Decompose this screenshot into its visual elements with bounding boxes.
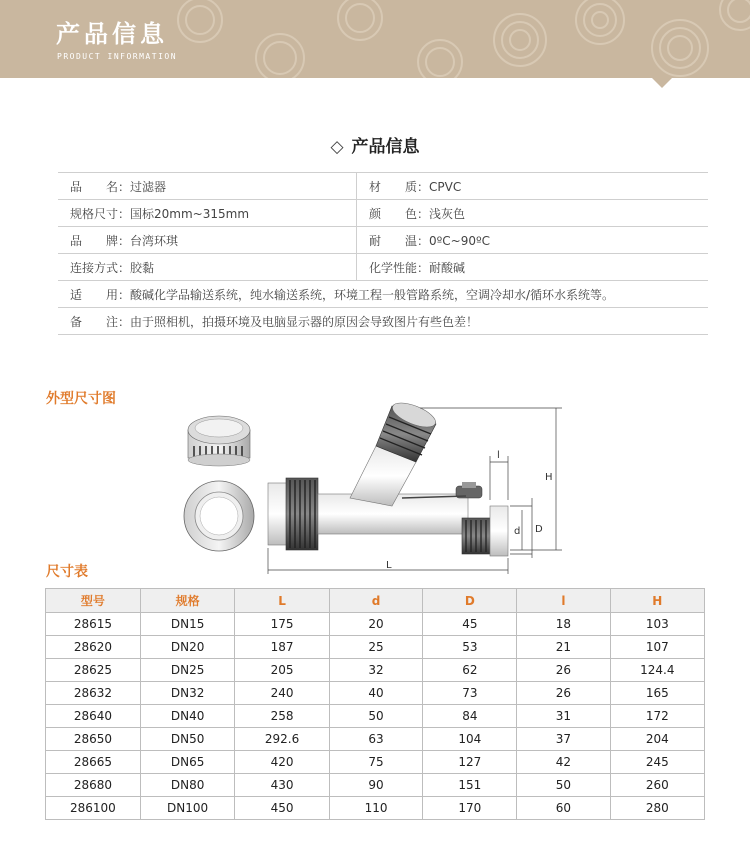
info-value: 胶黏 (130, 260, 155, 275)
info-label: 规格尺寸： (70, 206, 131, 221)
end-view (184, 481, 254, 551)
size-table-title: 尺寸表 (46, 564, 88, 580)
info-label: 材 质： (369, 179, 430, 194)
info-cell (58, 281, 708, 308)
label-d: d (514, 526, 521, 537)
col-header-model: 型号 (46, 589, 141, 613)
cell-model: 28650 (46, 728, 141, 751)
cell-spec: DN80 (140, 774, 235, 797)
cell-model: 28680 (46, 774, 141, 797)
col-header-D: D (423, 589, 517, 613)
col-header-l: l (517, 589, 610, 613)
cell-spec: DN32 (140, 682, 235, 705)
info-cell (357, 173, 709, 200)
cell-D: 53 (423, 636, 517, 659)
cell-D: 127 (423, 751, 517, 774)
info-label: 适 用： (70, 287, 131, 302)
col-header-H: H (610, 589, 704, 613)
info-row (58, 227, 708, 254)
cell-L: 450 (235, 797, 329, 820)
col-header-d: d (329, 589, 423, 613)
cell-l: 26 (517, 682, 610, 705)
info-cell (357, 200, 709, 227)
info-value: 台湾环琪 (130, 233, 179, 248)
label-l: l (497, 450, 500, 461)
size-table (45, 588, 705, 820)
label-D: D (535, 524, 543, 535)
table-row (46, 797, 705, 820)
cell-D: 73 (423, 682, 517, 705)
cell-L: 292.6 (235, 728, 329, 751)
info-cell (58, 254, 357, 281)
cell-D: 170 (423, 797, 517, 820)
cell-L: 420 (235, 751, 329, 774)
info-label: 品 名： (70, 179, 131, 194)
cell-H: 245 (610, 751, 704, 774)
cell-spec: DN40 (140, 705, 235, 728)
info-label: 备 注： (70, 314, 131, 329)
cell-l: 60 (517, 797, 610, 820)
info-value: 0ºC~90ºC (429, 233, 491, 248)
cell-spec: DN20 (140, 636, 235, 659)
info-row (58, 200, 708, 227)
col-header-spec: 规格 (140, 589, 235, 613)
cell-spec: DN100 (140, 797, 235, 820)
cell-l: 37 (517, 728, 610, 751)
cell-spec: DN65 (140, 751, 235, 774)
info-row (58, 254, 708, 281)
cell-model: 28640 (46, 705, 141, 728)
cell-D: 151 (423, 774, 517, 797)
cell-D: 45 (423, 613, 517, 636)
info-cell (58, 227, 357, 254)
info-cell (58, 200, 357, 227)
cell-model: 286100 (46, 797, 141, 820)
cell-H: 103 (610, 613, 704, 636)
cell-l: 18 (517, 613, 610, 636)
banner-notch (652, 78, 672, 88)
filter-dimension-drawing (170, 398, 570, 583)
cell-model: 28625 (46, 659, 141, 682)
cell-L: 258 (235, 705, 329, 728)
cell-model: 28632 (46, 682, 141, 705)
info-label: 化学性能： (369, 260, 430, 275)
cell-d: 110 (329, 797, 423, 820)
info-cell (58, 308, 708, 335)
table-row (46, 728, 705, 751)
col-header-L: L (235, 589, 329, 613)
cell-spec: DN15 (140, 613, 235, 636)
cell-l: 21 (517, 636, 610, 659)
size-table-header (46, 589, 705, 613)
info-cell (357, 254, 709, 281)
cell-H: 172 (610, 705, 704, 728)
info-value: 国标20mm~315mm (130, 206, 250, 221)
info-label: 颜 色： (369, 206, 430, 221)
cell-D: 62 (423, 659, 517, 682)
cell-D: 84 (423, 705, 517, 728)
header-banner (0, 0, 750, 78)
cell-model: 28620 (46, 636, 141, 659)
label-L: L (386, 560, 392, 571)
banner-subtitle: PRODUCT INFORMATION (57, 52, 178, 61)
side-view (268, 398, 508, 556)
cell-D: 104 (423, 728, 517, 751)
cell-d: 63 (329, 728, 423, 751)
cell-L: 205 (235, 659, 329, 682)
cell-spec: DN25 (140, 659, 235, 682)
top-view (188, 416, 250, 466)
cell-l: 31 (517, 705, 610, 728)
section-heading-text: 产品信息 (351, 137, 420, 157)
info-cell (58, 173, 357, 200)
banner-title: 产品信息 (56, 20, 168, 48)
diamond-icon: ◇ (330, 137, 344, 157)
table-row (46, 705, 705, 728)
info-label: 耐 温： (369, 233, 430, 248)
info-value: 由于照相机，拍摄环境及电脑显示器的原因会导致图片有些色差！ (130, 314, 479, 329)
dimension-drawing-title: 外型尺寸图 (46, 391, 116, 407)
info-value: 过滤器 (130, 179, 167, 194)
cell-l: 26 (517, 659, 610, 682)
cell-l: 42 (517, 751, 610, 774)
info-label: 连接方式： (70, 260, 131, 275)
cell-d: 20 (329, 613, 423, 636)
cell-d: 90 (329, 774, 423, 797)
table-row (46, 774, 705, 797)
info-row-note (58, 308, 708, 335)
info-value: 耐酸碱 (429, 260, 466, 275)
cell-H: 280 (610, 797, 704, 820)
cell-H: 107 (610, 636, 704, 659)
cell-spec: DN50 (140, 728, 235, 751)
info-value: 浅灰色 (429, 206, 466, 221)
cell-model: 28665 (46, 751, 141, 774)
cell-l: 50 (517, 774, 610, 797)
cell-L: 187 (235, 636, 329, 659)
table-row (46, 751, 705, 774)
label-H: H (545, 472, 553, 483)
cell-L: 240 (235, 682, 329, 705)
section-heading (0, 132, 750, 157)
cell-H: 165 (610, 682, 704, 705)
cell-L: 430 (235, 774, 329, 797)
table-row (46, 659, 705, 682)
info-label: 品 牌： (70, 233, 131, 248)
info-row (58, 173, 708, 200)
info-value: 酸碱化学品输送系统，纯水输送系统，环境工程一般管路系统，空调冷却水/循环水系统等。 (130, 287, 615, 302)
info-row-usage (58, 281, 708, 308)
cell-d: 25 (329, 636, 423, 659)
cell-d: 50 (329, 705, 423, 728)
table-row (46, 682, 705, 705)
cell-model: 28615 (46, 613, 141, 636)
cell-L: 175 (235, 613, 329, 636)
cell-d: 40 (329, 682, 423, 705)
cell-H: 124.4 (610, 659, 704, 682)
product-info-table (58, 172, 708, 335)
cell-H: 204 (610, 728, 704, 751)
cell-d: 75 (329, 751, 423, 774)
table-row (46, 636, 705, 659)
cell-d: 32 (329, 659, 423, 682)
info-value: CPVC (429, 179, 462, 194)
table-row (46, 613, 705, 636)
cell-H: 260 (610, 774, 704, 797)
info-cell (357, 227, 709, 254)
